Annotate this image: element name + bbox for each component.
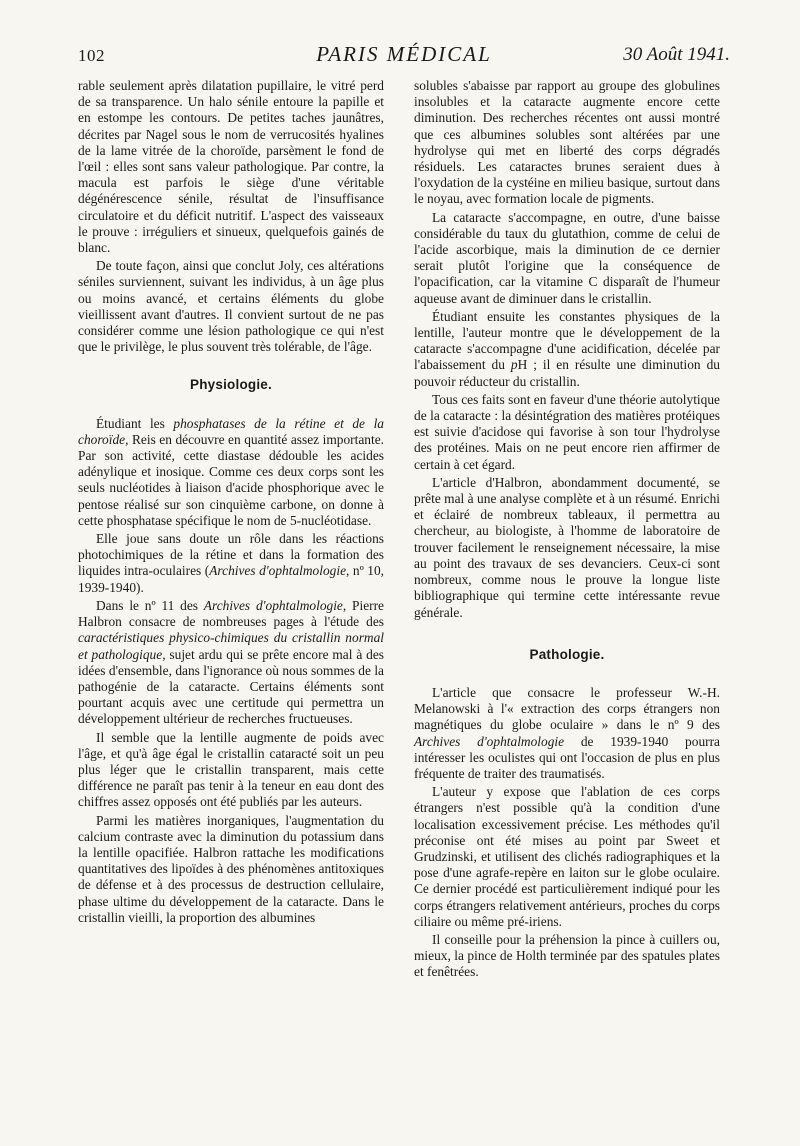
paragraph: L'article que consacre le professeur W.-H. Melanowski à l'« extraction des corps étrangers non magnétiques du globe oculaire » dans le nº 9 des Archives d'ophtalmologie de 1939-1940 pourra intéresser les oculistes qui ont l'occasion de plus en plus fréquente de traiter des traumatisés. [414, 684, 721, 781]
paragraph: Tous ces faits sont en faveur d'une théorie autolytique de la cataracte : la désintégration des matières protéiques est suivie d'acidose qui favorise à son tour l'hydrolyse des protéines. Mais on ne peut encore rien affirmer de certain à cet égard. [414, 391, 720, 472]
paragraph: Étudiant ensuite les constantes physiques de la lentille, l'auteur montre que le développement de la cataracte s'accompagne d'une acidification, décelée par l'abaissement du pH ; il en résulte une diminution du pouvoir réducteur du cristallin. [414, 308, 720, 389]
paragraph: Dans le nº 11 des Archives d'ophtalmologie, Pierre Halbron consacre de nombreuses pages à l'étude des caractéristiques physico-chimiques du cristallin normal et pathologique, sujet ardu qui se prête encore mal à des idées d'ensemble, dans l'ignorance où nous sommes de la pathogénie de la cataracte. Certains éléments sont pourtant acquis avec une certitude qui permettra un développement ultérieur de recherches fructueuses. [78, 597, 384, 727]
paragraph: Parmi les matières inorganiques, l'augmentation du calcium contraste avec la diminution du potassium dans la lentille opacifiée. Halbron rattache les modifications quantitatives des lipoïdes à des phénomènes antitoxiques de défense et à des processus de destruction cellulaire, phase ultime du développement de la cataracte. Dans le cristallin vieilli, la proportion des albumines [78, 812, 384, 925]
paragraph: solubles s'abaisse par rapport au groupe des globulines insolubles et la cataracte augmente encore cette diminution. Des recherches récentes ont aussi montré que ces albumines solubles sont altérées par une hydrolyse qui met en liberté des corps dégradés résiduels. Les cataractes brunes seraient dues à l'oxydation de la cystéine en milieu basique, surtout dans le noyau, avec formation locale de pigments. [414, 78, 720, 207]
paragraph: L'article d'Halbron, abondamment documenté, se prête mal à une analyse complète et à un résumé. Enrichi et éclairé de nombreux tableaux, il permettra au chercheur, au biologiste, à l'homme de laboratoire de trouver facilement le renseignement nécessaire, la mise au point des travaux de ses devanciers. Ceux-ci sont nombreux, comme nous le prouve la longue liste bibliographique qui termine cette intéressante revue générale. [414, 474, 720, 620]
paragraph: Il semble que la lentille augmente de poids avec l'âge, et qu'à âge égal le cristallin cataracté soit un peu plus léger que le cristallin transparent, mais cette différence ne paraît pas tenir à la teneur en eau dont des chiffres assez opposés ont été publiés par les auteurs. [78, 729, 384, 810]
paragraph: rable seulement après dilatation pupillaire, le vitré perd de sa transparence. Un halo sénile entoure la papille et en estompe les contours. De petites taches jaunâtres, décrites par Nagel sous le nom de verrucosités hyalines de la lame vitrée de la choroïde, parsèment le fond de l'œil : elles sont sans valeur pathologique. Par contre, la macula est parfois le siège d'une véritable dégénérescence sénile, résultat de l'insuffisance circulatoire et du déficit nutritif. L'aspect des vaisseaux le prouve : irréguliers et sinueux, quelquefois gainés de blanc. [78, 78, 384, 256]
paragraph: Il conseille pour la préhension la pince à cuillers ou, mieux, la pince de Holth terminée par des spatules plates et fenêtrées. [414, 931, 720, 980]
journal-title: PARIS MÉDICAL [316, 42, 492, 66]
right-column [414, 78, 720, 983]
left-column [78, 78, 384, 928]
paragraph: De toute façon, ainsi que conclut Joly, ces altérations séniles surviennent, suivant les individus, à un âge plus ou moins avancé, et certains éléments du globe vieillissent avant d'autres. Il convient surtout de ne pas considérer comme une lésion pathologique ce qui n'est que le privilège, le plus souvent très tolérable, de l'âge. [78, 258, 384, 355]
page-number: 102 [78, 46, 105, 65]
section-heading-pathologie: Pathologie. [529, 646, 605, 662]
paragraph: La cataracte s'accompagne, en outre, d'une baisse considérable du taux du glutathion, comme de celui de l'acide ascorbique, mais la diminution de ce dernier serait plutôt l'origine que la conséquence de l'opacification, car la vitamine C disparaît de l'humeur aqueuse avant de diminuer dans le cristallin. [414, 209, 720, 306]
section-heading-physiologie: Physiologie. [190, 377, 272, 393]
page-header [78, 40, 730, 74]
issue-date: 30 Août 1941. [623, 44, 730, 65]
paragraph: Étudiant les phosphatases de la rétine et de la choroïde, Reis en découvre en quantité assez importante. Par son activité, cette diastase dédouble les acides adénylique et inosique. Comme ces deux corps sont les seuls nucléotides à liaison d'acide phosphorique avec le pentose réalisé sur son cinquième carbone, on donne à cette phosphatase spécifique le nom de 5-nucléotidase. [78, 415, 384, 528]
paragraph: Elle joue sans doute un rôle dans les réactions photochimiques de la rétine et dans la formation des liquides intra-oculaires (Archives d'ophtalmologie, nº 10, 1939-1940). [78, 531, 384, 595]
paragraph: L'auteur y expose que l'ablation de ces corps étrangers n'est possible qu'à la condition d'une localisation excessivement précise. Les méthodes qu'il préconise ont été mises au point par Sweet et Grudzinski, et utilisent des clichés radiographiques et la pose d'une agrafe-repère en laiton sur le globe oculaire. Ce dernier procédé est particulièrement indiqué pour les corps étrangers relativement antérieurs, proches du corps ciliaire ou même pré-iriens. [414, 784, 720, 929]
